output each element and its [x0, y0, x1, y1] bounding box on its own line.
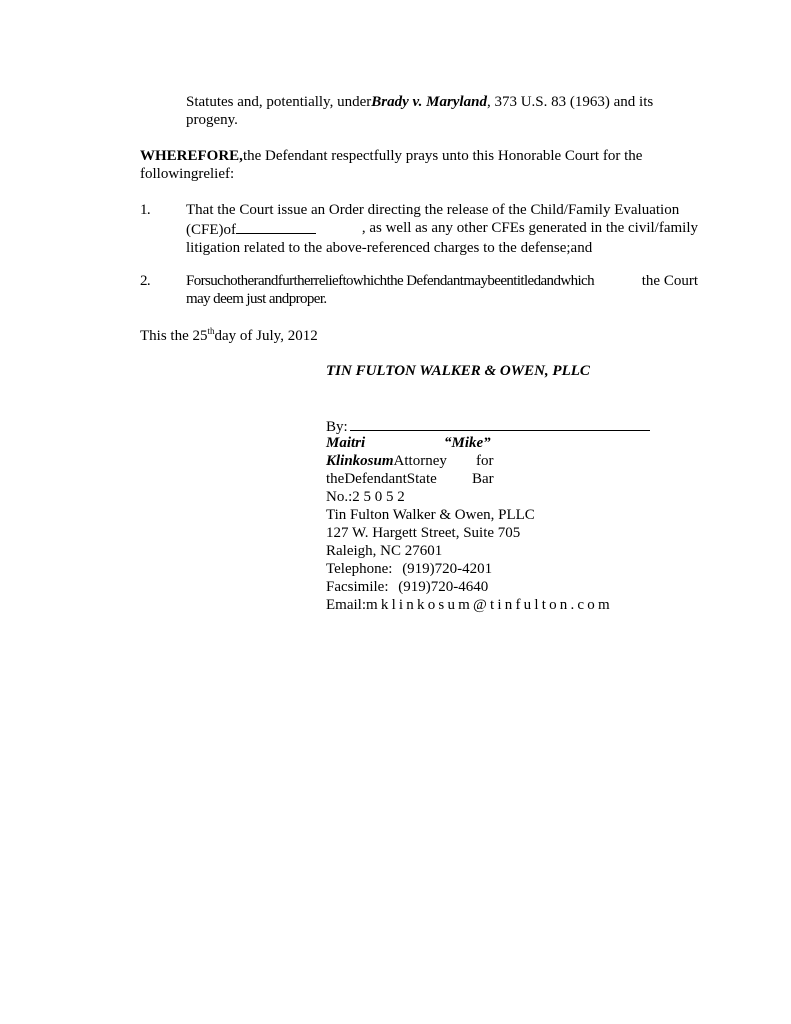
item-2-text-1: Forsuchotherandfurtherrelieftowhichthe Defendantmaybeentitledandwhich [186, 273, 595, 289]
name-last: Klinkosum [326, 453, 394, 469]
signature-name-row-1 [326, 434, 496, 452]
intro-text-pre: Statutes and, potentially, under [186, 94, 372, 110]
email-label: Email: [326, 597, 366, 613]
signature-block [326, 416, 636, 616]
signature-street: 127 W. Hargett Street, Suite 705 [326, 525, 521, 541]
date-sup: th [207, 326, 215, 336]
item-1-text-2: , as well as any other CFEs generated in the civil/family [361, 220, 698, 236]
signature-city: Raleigh, NC 27601 [326, 543, 443, 559]
signature-firm: Tin Fulton Walker & Owen, PLLC [326, 507, 535, 523]
item-number-1: 1. [140, 202, 151, 218]
item-1-line-2 [186, 219, 698, 239]
email-value: mklinkosum@tinfulton.com [366, 597, 613, 613]
fax-label: Facsimile: [326, 579, 389, 595]
email-row [326, 596, 613, 614]
item-1-blank-line [236, 219, 316, 234]
date-line [140, 327, 318, 345]
wherefore-lead: WHEREFORE, [140, 148, 243, 164]
wherefore-line-2: followingrelief: [140, 166, 235, 182]
signature-line [350, 416, 650, 431]
telephone-label: Telephone: [326, 561, 393, 577]
item-1 [186, 201, 698, 257]
signature-role-row [326, 470, 494, 488]
firm-heading: TIN FULTON WALKER & OWEN, PLLC [326, 363, 590, 379]
telephone-row [326, 560, 492, 578]
role-defendant: theDefendant [326, 471, 407, 487]
item-number-2: 2. [140, 273, 151, 289]
telephone-value: (919)720-4201 [402, 561, 493, 577]
item-2-text-1b: the Court [641, 273, 698, 289]
case-citation: Brady v. Maryland [371, 94, 487, 110]
role-bar: Bar [472, 471, 494, 487]
wherefore-text: the Defendant respectfully prays unto this Honorable Court for the [242, 148, 643, 164]
name-first: Maitri [326, 435, 366, 451]
intro-line-2: progeny. [186, 112, 238, 128]
item-1-cfe: (CFE)of [186, 222, 236, 238]
item-2 [186, 272, 698, 308]
date-post: day of July, 2012 [214, 328, 318, 344]
fax-row [326, 578, 488, 596]
item-1-line-3: litigation related to the above-referenced charges to the defense;and [186, 240, 593, 256]
bar-number: No.:2 5 0 5 2 [326, 489, 405, 505]
item-2-line-2: may deem just andproper. [186, 291, 327, 307]
item-1-line-1 [186, 201, 698, 219]
by-label: By: [326, 419, 348, 435]
role-attorney: Attorney [393, 453, 447, 469]
signature-name-row-2 [326, 452, 494, 470]
signature-by-row [326, 416, 650, 436]
name-nick: “Mike” [444, 435, 491, 451]
wherefore-line-1 [140, 147, 642, 165]
intro-line-1 [186, 93, 653, 111]
date-pre: This the 25 [140, 328, 208, 344]
item-2-line-1 [186, 272, 698, 290]
item-1-text-1: That the Court issue an Order directing the release of the Child/Family Evaluation [186, 202, 680, 218]
role-for: for [476, 453, 494, 469]
role-state: State [406, 471, 437, 487]
intro-text-post: , 373 U.S. 83 (1963) and its [486, 94, 654, 110]
fax-value: (919)720-4640 [398, 579, 489, 595]
